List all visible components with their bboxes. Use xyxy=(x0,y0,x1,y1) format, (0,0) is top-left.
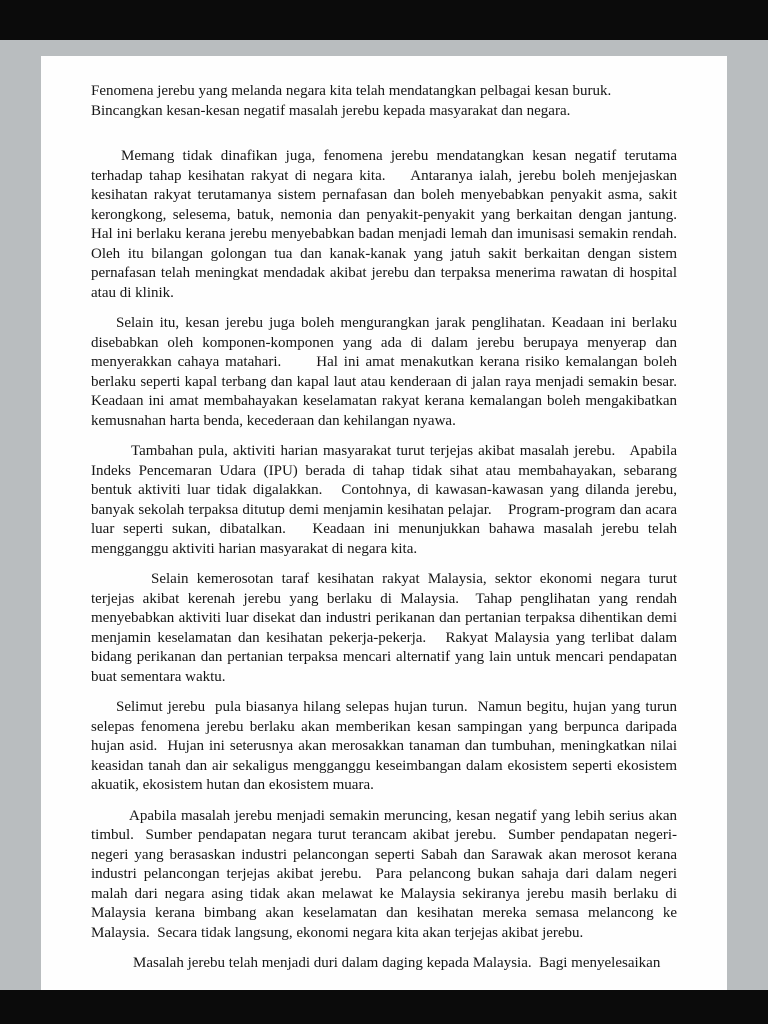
paragraph-visibility: Selain itu, kesan jerebu juga boleh mengurangkan jarak penglihatan. Keadaan ini berlaku disebabkan oleh komponen-komponen yang ada di dalam jerebu berupaya menyerap dan menyerakkan cahaya matahari. Hal ini amat menakutkan kerana risiko kemalangan boleh berlaku seperti kapal terbang dan kapal laut atau kenderaan di jalan raya menjadi semakin besar. Keadaan ini amat membahayakan keselamatan rakyat kerana kemalangan boleh mengakibatkan kemusnahan harta benda, kecederaan dan kehilangan nyawa. xyxy=(91,315,689,429)
page-content xyxy=(41,56,727,974)
paragraph-tourism-income: Apabila masalah jerebu menjadi semakin meruncing, kesan negatif yang lebih serius akan timbul. Sumber pendapatan negara turut terancam akibat jerebu. Sumber pendapatan negeri-negeri yang berasaskan industri pelancongan seperti Sabah dan Sarawak akan merosot kerana industri pelancongan terjejas akibat jerebu. Para pelancong bukan sahaja dari dalam negeri malah dari negara asing tidak akan melawat ke Malaysia sekiranya jerebu masih berlaku di Malaysia kerana bimbang akan keselamatan dan kesihatan mereka semasa melancong ke Malaysia. Secara tidak langsung, ekonomi negara kita akan terjejas akibat jerebu. xyxy=(91,807,681,941)
paragraph-conclusion-start: Masalah jerebu telah menjadi duri dalam daging kepada Malaysia. Bagi menyelesaikan xyxy=(133,955,661,971)
document-page xyxy=(41,56,727,990)
essay-prompt: Fenomena jerebu yang melanda negara kita telah mendatangkan pelbagai kesan buruk. Bincangkan kesan-kesan negatif masalah jerebu kepada masyarakat dan negara. xyxy=(91,83,615,119)
viewer-top-bar xyxy=(0,0,768,40)
paragraph-economy-sectors: Selain kemerosotan taraf kesihatan rakyat Malaysia, sektor ekonomi negara turut terjejas akibat kerenah jerebu yang berlaku di Malaysia. Tahap penglihatan yang rendah menyebabkan aktiviti luar disekat dan industri perikanan dan pertanian terpaksa dihentikan demi menjamin keselamatan dan kesihatan pekerja-pekerja. Rakyat Malaysia yang terlibat dalam bidang perikanan dan pertanian terpaksa mencari alternatif yang lain untuk mencari pendapatan buat sementara waktu. xyxy=(91,571,681,685)
paragraph-daily-activities: Tambahan pula, aktiviti harian masyarakat turut terjejas akibat masalah jerebu. Apabila Indeks Pencemaran Udara (IPU) berada di tahap tidak sihat atau membahayakan, sebarang bentuk aktiviti luar tidak digalakkan. Contohnya, di kawasan-kawasan yang dilanda jerebu, banyak sekolah terpaksa ditutup demi menjamin kesihatan pelajar. Program-program dan acara luar seperti sukan, dibatalkan. Keadaan ini menunjukkan bahawa masalah jerebu telah mengganggu aktiviti harian masyarakat di negara kita. xyxy=(91,443,681,557)
viewer-bottom-bar xyxy=(0,990,768,1024)
paragraph-acid-rain: Selimut jerebu pula biasanya hilang selepas hujan turun. Namun begitu, hujan yang turun selepas fenomena jerebu berlaku akan memberikan kesan sampingan yang berpunca daripada hujan asid. Hujan ini seterusnya akan merosakkan tanaman dan tumbuhan, meningkatkan nilai keasidan tanah dan air sekaligus mengganggu keseimbangan dalam ekosistem seperti ekosistem akuatik, ekosistem hutan dan ekosistem muara. xyxy=(91,699,681,793)
paragraph-health-effects: Memang tidak dinafikan juga, fenomena jerebu mendatangkan kesan negatif terutama terhadap tahap kesihatan rakyat di negara kita. Antaranya ialah, jerebu boleh menjejaskan kesihatan rakyat terutamanya sistem pernafasan dan boleh menyebabkan penyakit asma, sakit kerongkong, selesema, batuk, nemonia dan penyakit-penyakit yang berkaitan dengan jantung. Hal ini berlaku kerana jerebu menyebabkan badan menjadi lemah dan imunisasi semakin rendah. Oleh itu bilangan golongan tua dan kanak-kanak yang jatuh sakit berkaitan dengan sistem pernafasan telah meningkat mendadak akibat jerebu dan terpaksa menerima rawatan di hospital atau di klinik. xyxy=(91,148,689,301)
